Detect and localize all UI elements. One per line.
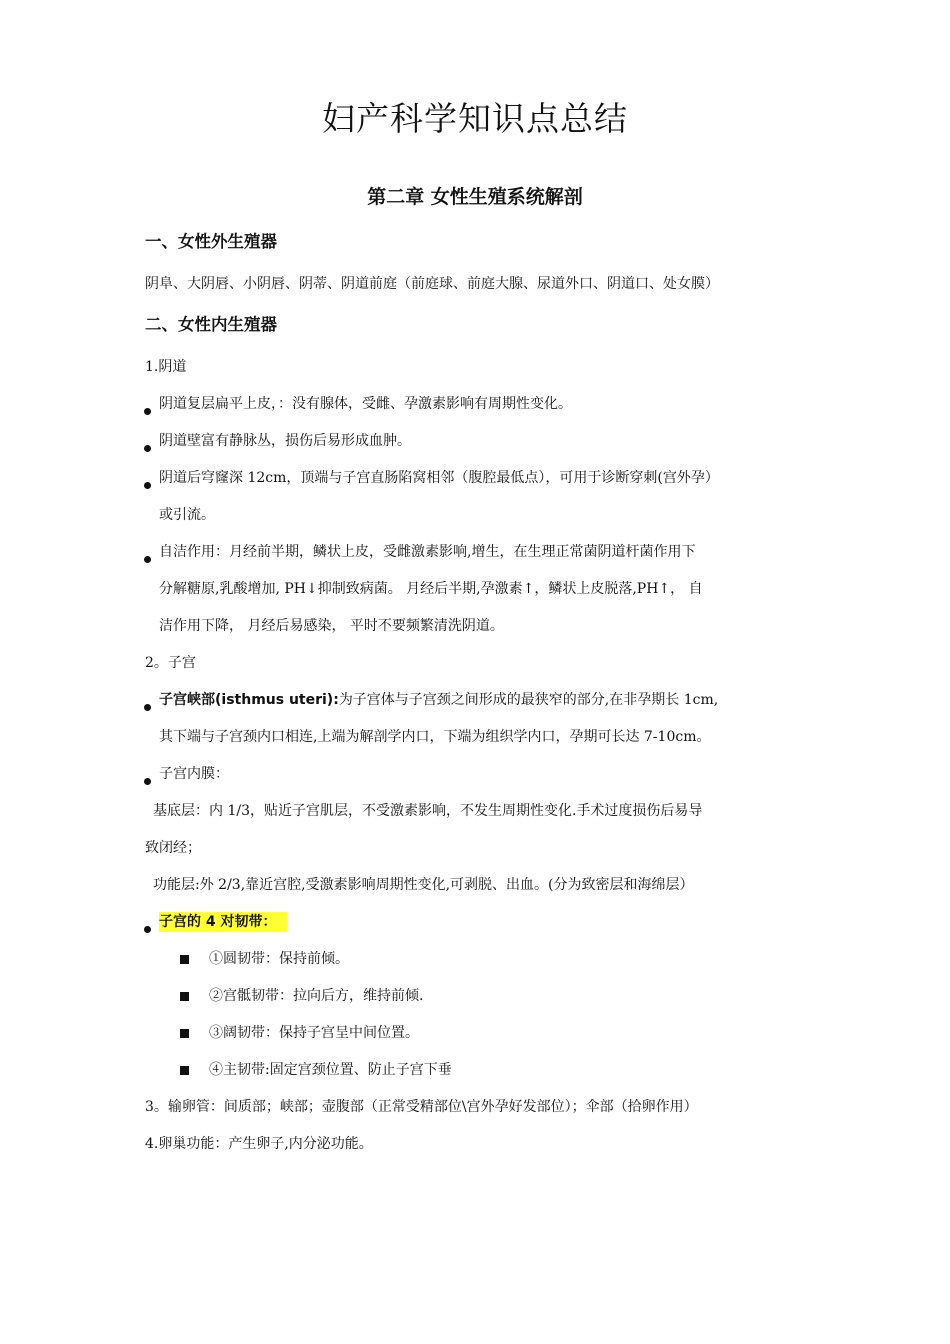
list-item — [145, 534, 825, 645]
bullet-icon — [144, 556, 151, 563]
ligament-item — [145, 1052, 825, 1089]
square-bullet-icon — [180, 1066, 189, 1075]
basal-layer-text-cont: 致闭经； — [145, 840, 201, 856]
list-item — [145, 756, 825, 793]
ligament-text: ②宫骶韧带：拉向后方，维持前倾. — [209, 988, 424, 1004]
ovary-text: 4.卵巢功能：产生卵子,内分泌功能。 — [145, 1136, 373, 1152]
ligament-item — [145, 941, 825, 978]
ligament-item — [145, 1015, 825, 1052]
ligaments-line — [159, 904, 825, 941]
uterus-label: 2。子宫 — [145, 655, 196, 671]
list-item-text: 子宫内膜： — [159, 766, 229, 782]
square-bullet-icon — [180, 1029, 189, 1038]
list-item — [145, 386, 825, 423]
chapter-title: 第二章 女性生殖系统解剖 — [367, 186, 583, 208]
bullet-icon — [144, 482, 151, 489]
list-item-text: 阴道复层扁平上皮，：没有腺体，受雌、孕激素影响有周期性变化。 — [159, 396, 572, 412]
bullet-icon — [144, 408, 151, 415]
list-item-text: 或引流。 — [159, 507, 215, 523]
bullet-icon — [144, 926, 151, 933]
bullet-icon — [144, 778, 151, 785]
document-body — [145, 228, 825, 1163]
isthmus-line — [159, 682, 825, 719]
isthmus-term: 子宫峡部(isthmus uteri): — [159, 692, 339, 708]
fallopian-tube-text: 3。输卵管：间质部；峡部；壶腹部（正常受精部位\宫外孕好发部位）；伞部（拾卵作用） — [145, 1099, 698, 1115]
square-bullet-icon — [180, 992, 189, 1001]
section-heading-external: 一、女性外生殖器 — [145, 232, 277, 251]
vagina-label: 1.阴道 — [145, 359, 187, 375]
list-item-text: 洁作用下降， 月经后易感染， 平时不要频繁清洗阴道。 — [159, 618, 504, 634]
document-title: 妇产科学知识点总结 — [322, 99, 628, 138]
ligament-text: ④主韧带:固定宫颈位置、防止子宫下垂 — [209, 1062, 452, 1078]
list-item — [145, 682, 825, 756]
ligament-text: ③阔韧带：保持子宫呈中间位置。 — [209, 1025, 419, 1041]
square-bullet-icon — [180, 955, 189, 964]
ligaments-heading: 子宫的 4 对韧带： — [159, 912, 287, 932]
list-item-text: 分解糖原,乳酸增加, PH↓抑制致病菌。 月经后半期,孕激素↑，鳞状上皮脱落,PH↑， 自 — [159, 581, 703, 597]
ligament-text: ①圆韧带：保持前倾。 — [209, 951, 349, 967]
list-item — [145, 460, 825, 534]
ligament-item — [145, 978, 825, 1015]
bullet-icon — [144, 704, 151, 711]
list-item-text: 为子宫体与子宫颈之间形成的最狭窄的部分,在非孕期长 1cm, — [338, 692, 719, 708]
external-organs-text: 阴阜、大阴唇、小阴唇、阴蒂、阴道前庭（前庭球、前庭大腺、尿道外口、阴道口、处女膜） — [145, 276, 719, 292]
list-item-text: 自洁作用：月经前半期，鳞状上皮，受雌激素影响,增生，在生理正常菌阴道杆菌作用下 — [159, 544, 696, 560]
functional-layer-text: 功能层:外 2/3,靠近宫腔,受激素影响周期性变化,可剥脱、出血。(分为致密层和海绵层） — [153, 877, 694, 893]
list-item-text: 其下端与子宫颈内口相连,上端为解剖学内口，下端为组织学内口，孕期可长达 7-10cm。 — [159, 729, 711, 745]
basal-layer-text: 基底层：内 1/3，贴近子宫肌层，不受激素影响，不发生周期性变化.手术过度损伤后易导 — [153, 803, 703, 819]
section-heading-internal: 二、女性内生殖器 — [145, 315, 277, 334]
list-item-text: 阴道壁富有静脉丛，损伤后易形成血肿。 — [159, 433, 411, 449]
list-item — [145, 904, 825, 941]
bullet-icon — [144, 445, 151, 452]
list-item — [145, 423, 825, 460]
list-item-text: 阴道后穹窿深 12cm，顶端与子宫直肠陷窝相邻（腹腔最低点），可用于诊断穿刺(宫外孕） — [159, 470, 719, 486]
